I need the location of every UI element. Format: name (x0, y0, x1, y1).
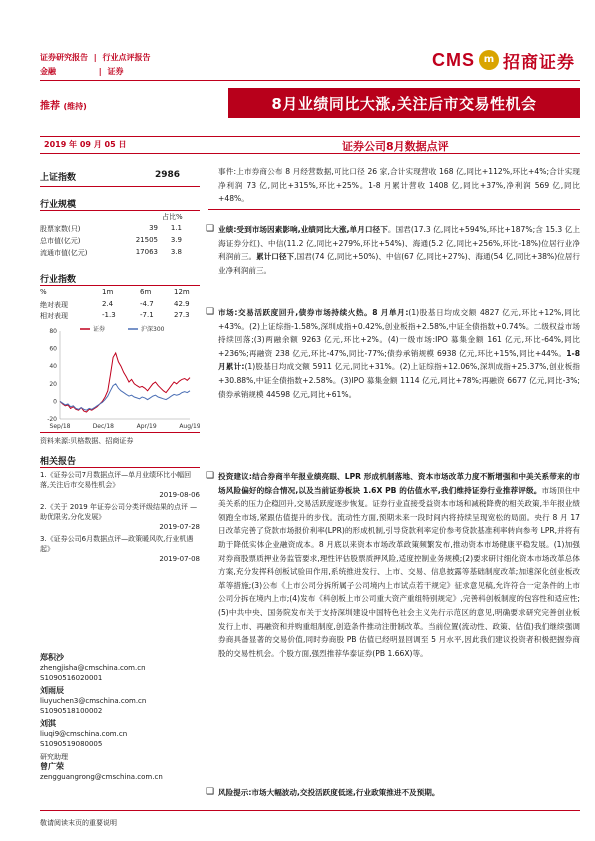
index-cell: -7.1 (140, 311, 154, 319)
sub-sector: 证券 (107, 67, 124, 76)
event-paragraph (218, 165, 580, 206)
performance-chart (40, 323, 200, 433)
scale-col-header: 占比% (162, 213, 183, 221)
x-tick-label: Apr/19 (136, 423, 157, 430)
title-banner (228, 88, 580, 118)
index-col-header: 12m (174, 288, 190, 296)
index-row (40, 170, 200, 187)
scale-value: 21505 (135, 236, 158, 244)
report-kind: 行业点评报告 (102, 53, 151, 62)
index-rule (40, 285, 200, 286)
footer-rule (40, 810, 580, 811)
scale-label: 股票家数(只) (40, 225, 81, 233)
scale-value: 17063 (135, 248, 158, 256)
logo-emblem-icon: m (479, 50, 499, 70)
analyst-card (40, 686, 200, 716)
report-type (40, 52, 151, 63)
event-text: 事件:上市券商公布 8 月经营数据,可比口径 26 家,合计实现营收 168 亿,同比+112%,环比+4%;合计实现净利润 73 亿,同比+315%,环比+25%。1-8 月累计营收 1408 亿,同比+37%,净利润 569 亿,同比+48%。 (218, 167, 580, 204)
bullet-icon: ❑ (206, 307, 215, 317)
advice-section (206, 470, 580, 660)
report-date: 2019 年 09 月 05 日 (44, 140, 127, 149)
bullet-icon: ❑ (206, 224, 215, 234)
analyst-cert: S1090516020001 (40, 674, 103, 682)
rating-label: 推荐 (40, 101, 60, 112)
rating-note: (维持) (63, 102, 87, 111)
analyst-name: 刘淇 (40, 719, 56, 728)
index-row-label: 相对表现 (40, 312, 68, 320)
analyst-list (40, 653, 200, 782)
related-date: 2019-08-06 (159, 491, 200, 499)
industry-index-title: 行业指数 (40, 275, 77, 285)
related-item (40, 502, 200, 532)
ytd-lead: 1-8 月累计: (218, 348, 580, 372)
related-item (40, 534, 200, 564)
analyst-name: 刘雨辰 (40, 686, 64, 695)
index-col-header: % (40, 288, 47, 296)
industry-scale-title: 行业规模 (40, 200, 77, 210)
separator: | (93, 53, 97, 62)
market-lead: 市场:交易活跃度回升,债券市场持续火热。8 月单月: (218, 308, 409, 317)
cumulative-text: ,国君(74 亿,同比+50%)、中信(67 亿,同比+27%)、海通(54 亿,同比+38%)位居行业净利润前三。 (218, 252, 581, 275)
analyst-email: liuyuchen3@cmschina.com.cn (40, 697, 147, 705)
x-tick-label: Sep/18 (49, 423, 71, 430)
analyst-cert: S1090519080005 (40, 740, 103, 748)
series-line-securities (60, 353, 190, 412)
report-type-label: 证券研究报告 (40, 53, 88, 62)
report-subtitle: 证券公司8月数据点评 (342, 140, 449, 153)
analyst-email: liuqi9@cmschina.com.cn (40, 730, 128, 738)
advice-lead: 投资建议:结合券商半年报业绩亮眼、LPR 形成机制落地、资本市场改革力度不断增强和中美关系带来的市场风险偏好的综合情况,以及当前证券板块 1.6X PB 的估值水平,我们维持证券行业推荐评级。 (218, 472, 580, 495)
related-date: 2019-07-28 (159, 523, 200, 531)
legend-label: 证券 (93, 326, 106, 333)
index-label: 上证指数 (40, 173, 77, 183)
index-cell: 27.3 (174, 311, 190, 319)
assistant-label: 研究助理 (40, 753, 68, 761)
performance-text: 。国君(17.3 亿,同比+594%,环比+187%;含 15.3 亿上海证券分红)、中信(11.2 亿,同比+279%,环比+54%)、海通(5.2 亿,同比+256%,环比-18%)位居行业净利润前三。 (218, 225, 580, 262)
y-tick-label: 0 (53, 398, 57, 406)
chart-source: 资料来源:贝格数据、招商证券 (40, 437, 134, 445)
index-cell: 2.4 (102, 300, 114, 308)
y-tick-label: -20 (47, 416, 57, 423)
header-rule (40, 80, 580, 81)
chart-svg (40, 323, 200, 433)
x-tick-label: Dec/18 (92, 423, 114, 430)
logo-cms: CMS (432, 49, 475, 70)
y-tick-label: 60 (49, 345, 57, 353)
related-item (40, 470, 200, 500)
scale-pct: 3.8 (170, 248, 182, 256)
bullet-icon: ❑ (206, 787, 215, 797)
index-col-header: 1m (102, 288, 114, 296)
performance-section (206, 223, 581, 277)
scale-rule (40, 210, 200, 211)
logo-cn: 招商证券 (503, 52, 575, 73)
x-tick-label: Aug/19 (179, 423, 200, 430)
y-tick-label: 40 (49, 363, 57, 371)
analyst-email: zhengjisha@cmschina.com.cn (40, 664, 146, 672)
related-date: 2019-07-08 (159, 555, 200, 563)
index-cell: -1.3 (102, 311, 116, 319)
scale-pct: 3.9 (170, 236, 182, 244)
legend-label: 沪深300 (141, 326, 165, 333)
scale-value: 39 (149, 224, 158, 232)
index-col-header: 6m (140, 288, 152, 296)
event-rule (208, 209, 580, 210)
related-title-text: 3.《证券公司6月数据点评—政策暖风吹,行业机遇起》 (40, 535, 194, 553)
footer-note: 敬请阅读末页的重要说明 (40, 819, 117, 827)
series-line-csi300 (60, 384, 190, 410)
scale-pct: 1.1 (170, 224, 182, 232)
index-cell: 42.9 (174, 300, 190, 308)
separator: | (98, 67, 102, 76)
advice-text: 市场顶住中美关系的压力企稳回升,交易活跃度逐步恢复。证券行业直接受益资本市场和减税降费的相关政策,半年报业绩领跑全市场,紧跟估值提升的步伐。流动性方面,预期未来一段时间内将持续呈现宽松的局面。央行 8 月 17 日改革完善了贷款市场报价利率(LPR)的形成机制,引导贷款利率定价参考贷款基准利率转向参考 LPR,并将有助于降低实体企业融资成本。8 月底以来资本市场改革政策频繁发布,推动资本市场健康平稳发展。(1)加强对券商股票质押业务监管要求,理性评估股票质押风险,适度控制业务规模;(2)要求研讨细化资本市场改革总体方案,充分发挥科创板试验田作用,系统推进发行、上市、交易、信息披露等基础制度改革;加速深化创业板改革等措施;(3)公布《上市公司分拆所属子公司境内上市试点若干规定》征求意见稿,允许符合一定条件的上市公司分拆在境内上市;(4)发布《科创板上市公司重大资产重组特别规定》,完善科创板制度的包容性和适应性;(5)中共中央、国务院发布关于支持深圳建设中国特色社会主义先行示范区的意见,明确要求研究完善创业板发行上市、再融资和并购重组制度,创造条件推动注册制改革。当前位置(流动性、政策、估值)我们继续强调券商具备显著的交易价值,同时券商股 PB 估值已经明显回调至 5 月水平,因此我们建议投资者积极把握券商股的交易性机会。个股方面,强烈推荐华泰证券(PB 1.66X)等。 (218, 485, 580, 658)
sector: 金融 (40, 67, 56, 76)
bullet-icon: ❑ (206, 471, 215, 481)
scale-label: 总市值(亿元) (40, 237, 81, 245)
assistant-email: zengguangrong@cmschina.com.cn (40, 773, 163, 781)
y-tick-label: 80 (49, 328, 57, 335)
related-rule (40, 467, 200, 468)
scale-label: 流通市值(亿元) (40, 249, 88, 257)
related-list (40, 470, 200, 566)
risk-section (206, 786, 580, 800)
analyst-card (40, 653, 200, 683)
index-row-label: 绝对表现 (40, 301, 68, 309)
chart-rule (40, 432, 200, 433)
related-title-text: 1.《证券公司7月数据点评—单月业绩环比小幅回落,关注后市交易性机会》 (40, 471, 192, 489)
y-tick-label: 20 (49, 380, 57, 388)
performance-lead: 业绩:受到市场因素影响,业绩同比大涨,单月口径下 (218, 225, 388, 234)
assistant-card (40, 752, 200, 782)
index-value: 2986 (154, 170, 180, 180)
market-text: (1)股基日均成交额 4827 亿元,环比+12%,同比+43%。(2)上证综指-1.58%,深圳成指+0.42%,创业板指+2.58%,中证全债指数+0.74%。二级权益市场持续回落;(3)两融余额 9263 亿元,环比+2%。(4)一级市场:IPO 募集金额 161 亿元,环比-64%,同比+236%;再融资 238 亿元,环比-47%,同比-77%;债券承销规模 6938 亿元,环比+15%,同比+44%。 (218, 308, 580, 358)
rating (40, 97, 87, 112)
company-logo (432, 48, 575, 72)
ytd-text: (1)股基日均成交额 5911 亿元,同比+31%。(2)上证综指+12.06%,深圳成指+25.37%,创业板指+30.88%,中证全债指数+2.58%。(3)IPO 募集金额 1114 亿元,同比+78%;再融资 6677 亿元,同比-3%;债券承销规模 44598 亿元,同比+61%。 (218, 362, 580, 399)
risk-text: 风险提示:市场大幅波动,交投活跃度低迷,行业政策推进不及预期。 (218, 788, 440, 797)
market-section (206, 306, 580, 401)
analyst-cert: S1090518100002 (40, 707, 103, 715)
analyst-card (40, 719, 200, 749)
related-title-text: 2.《关于 2019 年证券公司分类评级结果的点评 —助优限劣,分化发展》 (40, 503, 198, 521)
sector-line (40, 66, 124, 77)
analyst-name: 郑积沙 (40, 653, 64, 662)
report-title: 8月业绩同比大涨,关注后市交易性机会 (271, 94, 537, 113)
main-body (218, 165, 580, 214)
related-title: 相关报告 (40, 457, 77, 467)
index-cell: -4.7 (140, 300, 154, 308)
cumulative-lead: 累计口径下 (256, 252, 295, 262)
assistant-name: 曾广荣 (40, 762, 64, 771)
